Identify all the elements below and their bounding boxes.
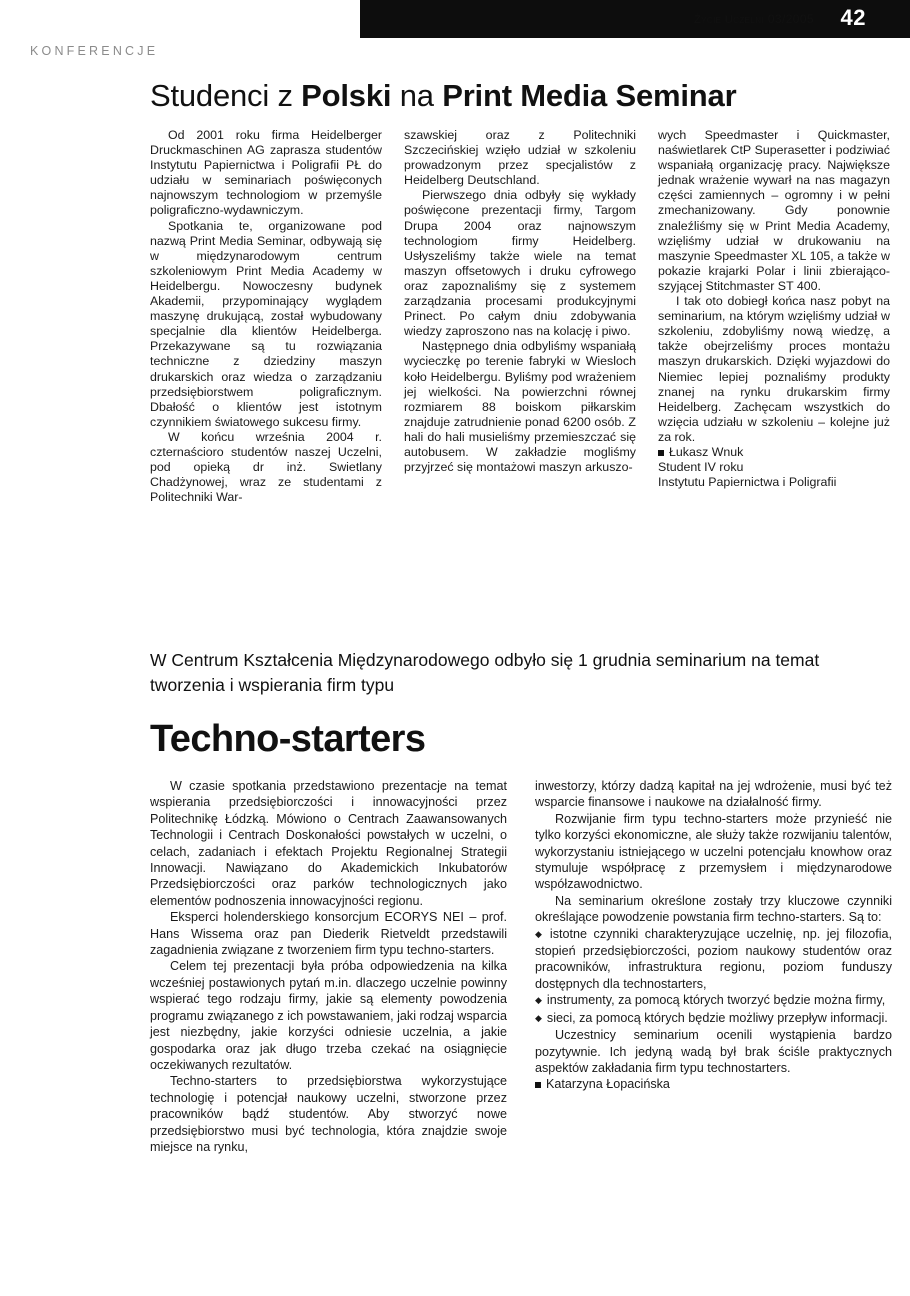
- article2-lede: W Centrum Kształcenia Międzynarodowego odbyło się 1 grudnia seminarium na temat tworzenia i wspierania firm typu: [150, 650, 820, 695]
- paragraph: Następnego dnia odbyliśmy wspaniałą wycieczkę po terenie fabryki w Wiesloch koło Heidelbergu. Byliśmy pod wrażeniem jej wielkości. Na powierzchni równej rozmiarem 88 boiskom piłkarskim znajduje zatrudnienie ponad 6200 osób. Z hali do hali musieliśmy przemieszczać się autobusem. W zakładzie mogliśmy przyjrzeć się montażowi maszyn arkuszo-: [404, 339, 636, 475]
- paragraph: Na seminarium określone zostały trzy kluczowe czynniki określające powodzenie powstania firm techno-starters. Są to:: [535, 893, 892, 925]
- section-tag: KONFERENCJE: [30, 44, 159, 58]
- article2-signature: [535, 1076, 892, 1092]
- headline-part-3: na: [399, 78, 443, 113]
- article1-column-3: [658, 128, 890, 505]
- article1-columns: [150, 128, 892, 505]
- headline-part-4: Print Media Seminar: [442, 78, 737, 113]
- signature-role: Student IV roku: [658, 460, 744, 475]
- paragraph: W końcu września 2004 r. czternaścioro studentów naszej Uczelni, pod opieką dr inż. Swietlany Chadżynowej, wraz ze studentami z Politechniki War-: [150, 429, 382, 505]
- square-bullet-icon: [535, 1082, 541, 1088]
- paragraph: szawskiej oraz z Politechniki Szczecińskiej wzięło udział w szkoleniu prowadzonym przez specjalistów z Heidelberg Deutschland.: [404, 128, 636, 188]
- page-number: 42: [840, 5, 866, 30]
- paragraph: inwestorzy, którzy dadzą kapitał na jej wdrożenie, musi być też wsparcie finansowe i naukowe na działalność firmy.: [535, 779, 892, 810]
- bullet-item: ◆ sieci, za pomocą których będzie możliwy przepływ informacji.: [535, 1010, 892, 1027]
- headline-part-1: Studenci z: [150, 78, 302, 113]
- signature-name: Katarzyna Łopacińska: [546, 1077, 670, 1092]
- header-white-block: [0, 0, 360, 38]
- article2-columns: [150, 778, 892, 1155]
- signature-affiliation: Instytutu Papiernictwa i Poligrafii: [658, 475, 837, 490]
- article2-column-1: [150, 778, 507, 1155]
- journal-title: Życie Uczelni: [694, 14, 765, 26]
- bullet-item: ◆ istotne czynniki charakteryzujące uczelnię, np. jej filozofia, stopień przedsiębiorczości, poziom naukowy studentów oraz pracowników, infrastruktura regionu, poziom funduszy dostępnych dla technostarters,: [535, 926, 892, 993]
- paragraph: Pierwszego dnia odbyły się wykłady poświęcone prezentacji firmy, Targom Drupa 2004 oraz najnowszym technologiom firmy Heidelberg. Usłyszeliśmy także wiele na temat maszyn offsetowych i druku cyfrowego oraz zapoznaliśmy się z systemem zarządzania procesami produkcyjnymi Prinect. Po całym dniu zdobywania wiedzy zaproszono nas na kolację i piwo.: [404, 188, 636, 339]
- paragraph: Rozwijanie firm typu techno-starters może przynieść nie tylko korzyści ekonomiczne, ale służy także rozwijaniu talentów, wykorzystaniu istniejącego w uczelni potencjału knowhow oraz stymuluje współpracę z przemysłem i międzynarodowe współzawodnictwo.: [535, 811, 892, 892]
- paragraph: Spotkania te, organizowane pod nazwą Print Media Seminar, odbywają się w międzynarodowym centrum szkoleniowym Print Media Academy w Heidelbergu. Nowoczesny budynek Akademii, przypominający wyglądem maszynę drukującą, został wybudowany specjalnie dla klientów Heidelberga. Przekazywane są tu rozwiązania techniczne z dziedziny maszyn drukarskich oraz wiedza o zarządzaniu przedsiębiorstwem poligraficznym. Dbałość o klientów jest istotnym czynnikiem światowego sukcesu firmy.: [150, 218, 382, 429]
- paragraph: W czasie spotkania przedstawiono prezentacje na temat wspierania przedsiębiorczości i innowacyjności przez Politechnikę Łódzką. Mówiono o Centrach Zaawansowanych Technologii i Centrach Doskonałości powstałych w uczelni, o celach, zadaniach i efektach Projektu Regionalnej Strategii Innowacji. Nawiązano do Akademickich Inkubatorów Przedsiębiorczości oraz parków technologicznych jako elementów podnoszenia innowacyjności regionu.: [150, 779, 507, 908]
- paragraph: Eksperci holenderskiego konsorcjum ECORYS NEI – prof. Hans Wissema oraz pan Diederik Rietveldt przedstawili zagadnienia związane z tworzeniem firm typu techno-starters.: [150, 910, 507, 958]
- paragraph: Techno-starters to przedsiębiorstwa wykorzystujące technologię i potencjał naukowy uczelni, stworzone przez pracowników bądź studentów. Aby stworzyć nowe przedsiębiorstwo musi być technologia, która znajdzie swoje miejsce na rynku,: [150, 1074, 507, 1154]
- paragraph: Celem tej prezentacji była próba odpowiedzenia na kilka wcześniej postawionych pytań m.in. dlaczego uczelnie powinny wspierać tego rodzaju firmy, jakie są elementy powodzenia programu związanego z ich powstawaniem, jaki rodzaj wsparcia jest niezbędny, jakie korzyści odniesie uczelnia, a jakie gospodarka oraz jak długo trzeba czekać na osiągnięcie oczekiwanych rezultatów.: [150, 959, 507, 1072]
- article2-headline: Techno-starters: [150, 718, 426, 760]
- paragraph: wych Speedmaster i Quickmaster, naświetlarek CtP Superasetter i podziwiać wspaniałą organizację pracy. Największe jednak wrażenie wywarł na nas magazyn części zamiennych – ogromny i w pełni zmechanizowany. Gdy ponownie znaleźliśmy się w Print Media Academy, wzięliśmy udział w drukowaniu na maszynie Speedmaster XL 105, a także w pokazie krajarki Polar i linii zbierająco-szyjącej Stitchmaster ST 400.: [658, 128, 890, 293]
- article2-column-2: [535, 778, 892, 1155]
- bullet-item: ◆ instrumenty, za pomocą których tworzyć będzie można firmy,: [535, 992, 892, 1009]
- square-bullet-icon: [658, 450, 664, 456]
- article1-headline: [150, 78, 890, 114]
- headline-part-2: Polski: [301, 78, 400, 113]
- article1-column-2: [404, 128, 636, 505]
- header-meta: [694, 12, 814, 26]
- signature-name: Łukasz Wnuk: [669, 444, 744, 459]
- paragraph: Uczestnicy seminarium ocenili wystąpienia bardzo pozytywnie. Ich jedyną wadą był brak ściśle praktycznych aspektów zakładania firm typu technostarters.: [535, 1028, 892, 1075]
- article1-column-1: [150, 128, 382, 505]
- paragraph: I tak oto dobiegł końca nasz pobyt na seminarium, na którym wzięliśmy udział w szkoleniu, zdobyliśmy nową wiedzę, a także obejrzeliśmy proces montażu maszyn drukarskich. Dzięki wyjazdowi do Niemiec lepiej poznaliśmy produkty znanej na rynku drukarskim firmy Heidelberg. Zachęcam wszystkich do wzięcia udziału w szkoleniu – kolejne już za rok.: [658, 294, 890, 444]
- article1-signature: [658, 445, 890, 490]
- issue-number: 03/2005: [767, 12, 814, 26]
- paragraph: Od 2001 roku firma Heidelberger Druckmaschinen AG zaprasza studentów Instytutu Papiernictwa i Poligrafii PŁ do udziału w seminariach poświęconych najnowszym technologiom w przemyśle poligraficzno-wydawniczym.: [150, 128, 382, 218]
